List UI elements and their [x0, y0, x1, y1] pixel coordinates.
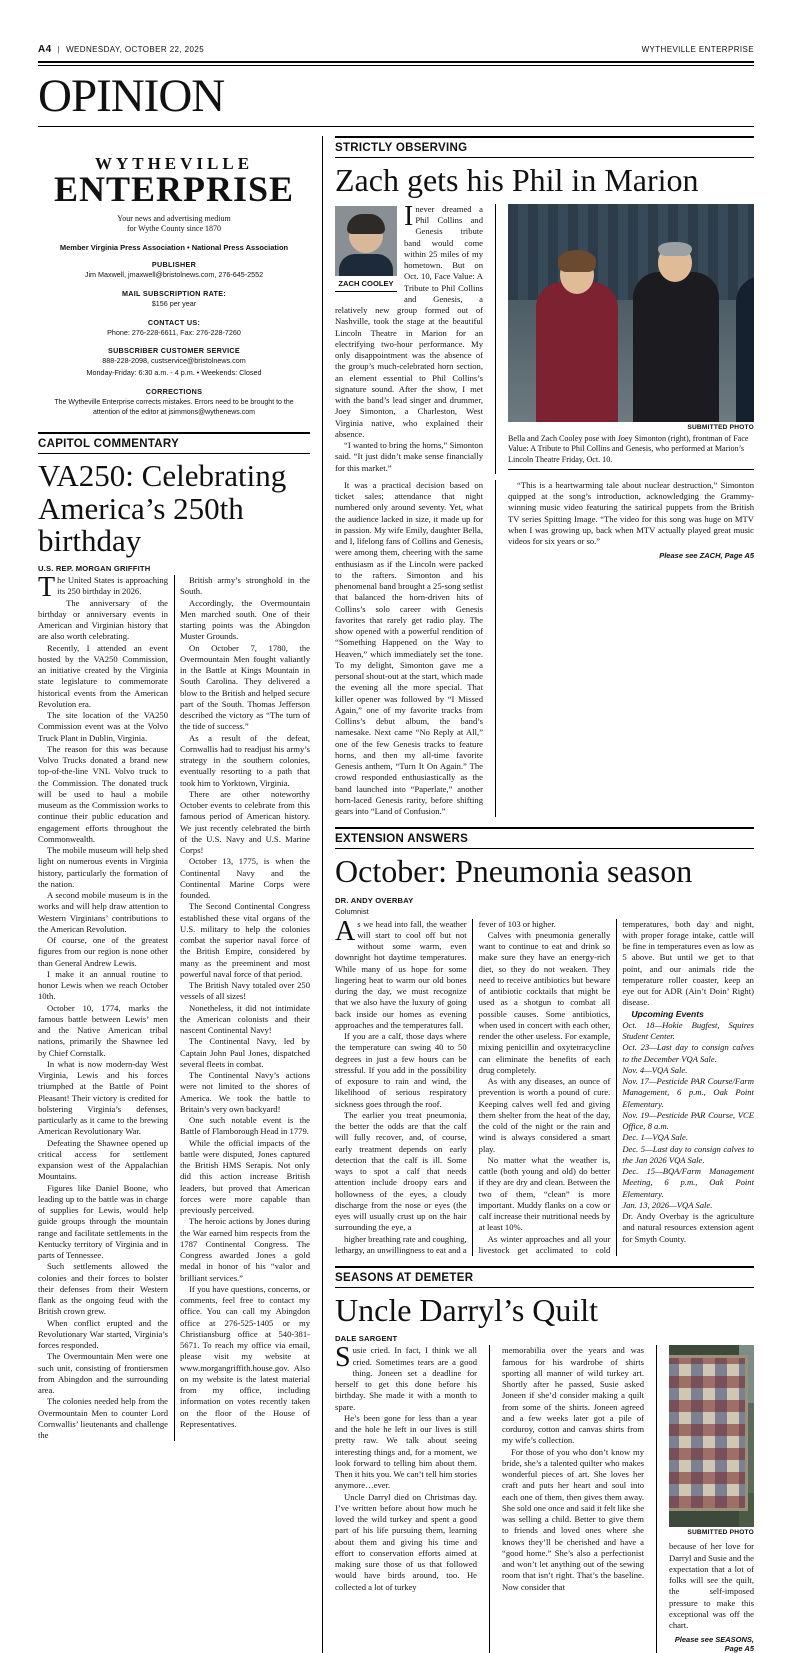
column-divider	[489, 1345, 490, 1653]
extension-event-item: Dec. 1—VQA Sale.	[622, 1132, 754, 1143]
capitol-paragraph: The Continental Navy, led by Captain John Paul Jones, dispatched several fleets in combat.	[180, 1036, 310, 1070]
extension-event-item: Nov. 19—Pesticide PAR Course, VCE Office, 8 a.m.	[622, 1110, 754, 1133]
capitol-kicker-wrap	[38, 432, 310, 454]
seasons-byline: DALE SARGENT	[335, 1334, 754, 1343]
extension-byline: DR. ANDY OVERBAY	[335, 896, 754, 905]
article-photo	[508, 204, 754, 422]
mail-rate-text: $156 per year	[44, 299, 304, 310]
column-divider	[495, 204, 496, 474]
capitol-paragraph: Accordingly, the Overmountain Men marched south. One of their starting points was the Abingdon Muster Grounds.	[180, 598, 310, 643]
capitol-paragraph: If you have questions, concerns, or comments, feel free to contact my office. You can call my Abingdon office at 276-525-1405 or my Christiansburg office at 540-381-5671. To reach my office via email, please visit my website at www.morgangriffith.house.gov. Also on my website is the latest material from my office, including information on votes recently taken on the floor of the House of Representatives.	[180, 1284, 310, 1430]
extension-byline-title: Columnist	[335, 907, 754, 916]
capitol-paragraph: The Second Continental Congress established these vital organs of the U.S. military to help the colonies combat the superior naval force of the British Empire, considered by many as the preeminent and most powerful naval force of that period.	[180, 901, 310, 980]
seasons-photo-column	[669, 1345, 754, 1653]
seasons-kicker: SEASONS AT DEMETER	[335, 1268, 754, 1287]
columnist-name: ZACH COOLEY	[335, 276, 397, 288]
capitol-paragraph: The anniversary of the birthday or anniversary events in American and Virginian history that are also worth celebrating.	[38, 598, 168, 643]
flag-word-top: WYTHEVILLE	[44, 154, 304, 174]
column-divider	[656, 1345, 657, 1653]
extension-paragraph: No matter what the weather is, cattle (both young and old) do better if they are dry and clean. Between the two of them, “clean” is more important. Muddy flanks on a cow or calf increase their nutritional needs by at least 10%.	[479, 1155, 611, 1234]
folio-rule-thick	[38, 61, 754, 63]
capitol-body	[38, 575, 310, 1441]
extension-paragraph: higher breathing rate and coughing, lethargy, an unwillingness to eat and a fever of 103 or higher.	[335, 919, 610, 1257]
capitol-paragraph: The British Navy totaled over 250 vessels of all sizes!	[180, 980, 310, 1003]
photo-credit: SUBMITTED PHOTO	[669, 1529, 754, 1536]
contact-label: CONTACT US:	[44, 318, 304, 327]
capitol-paragraph: October 13, 1775, is when the Continental Navy and the Continental Marine Corps were founded.	[180, 856, 310, 901]
capitol-paragraph: There are other noteworthy October events to celebrate from this famous period of American history. We just recently celebrated the birth of the U.S. Navy and U.S. Marine Corps!	[180, 789, 310, 857]
seasons-paragraph: Uncle Darryl died on Christmas day. I’ve written before about how much he loved the wild turkey and spent a good part of his life pursuing them, learning about them and giving his time and effort to conservation efforts aimed at making sure those of us that followed would have birds around, too. He collected a lot of turkey	[335, 1492, 477, 1593]
extension-body	[335, 919, 754, 1257]
extension-paragraph: As winter approaches and all your livestock get acclimated to cold temperatures, both day and night, with proper forage intake, cattle will be fine in temperatures even as low as 5 above. But until we get to that point, and our animals ride the temperature roller coaster, keep an eye out for ADR (Ain’t Doin’ Right) disease.	[479, 919, 754, 1257]
zach-kicker: STRICTLY OBSERVING	[335, 138, 754, 157]
right-column	[335, 136, 754, 1653]
columnist-mugshot	[335, 206, 397, 292]
top-grid	[38, 136, 754, 1653]
capitol-paragraph: The United States is approaching its 250 birthday in 2026.	[38, 575, 168, 598]
extension-event-item: Dec. 5—Last day to consign calves to the Jan 2026 VQA Sale.	[622, 1144, 754, 1167]
seasons-continued-line: Please see SEASONS, Page A5	[669, 1635, 754, 1653]
column-divider	[495, 480, 496, 818]
extension-events-heading: Upcoming Events	[622, 1009, 754, 1020]
corrections-text: The Wytheville Enterprise corrects mistakes. Errors need to be brought to the attention of the editor at jsimmons@wythenews.com	[44, 398, 304, 418]
zach-continued-line: Please see ZACH, Page A5	[508, 551, 754, 560]
zach-paragraph: “This is a heartwarming tale about nuclear destruction,” Simonton quipped at the song’s introduction, acknowledging the Grammy-winning music video featuring the satirical puppets from the British TV series Spitting Image. “The video for this song was huge on MTV when I was growing up, back when MTV actually played great music videos for six years or so.”	[508, 480, 754, 548]
capitol-paragraph: When conflict erupted and the Revolutionary War started, Virginia’s forces responded.	[38, 1318, 168, 1352]
seasons-paragraph: For those of you who don’t know my bride, she’s a talented quilter who makes wonderful pieces of art. She loves her craft and puts her heart and soul into each one of them, then gives them away. She sold one once and said it felt like she was selling a child. Better to give them to friends and loved ones where she knows they’ll be cherished and have a “good home.” She’s also a perfectionist and won’t let anything out of the sewing room that isn’t right. That’s the baseline. Now consider that	[502, 1447, 644, 1593]
column-divider	[322, 136, 323, 1653]
extension-event-item: Jan. 13, 2026—VQA Sale.	[622, 1200, 754, 1211]
article-photo	[669, 1345, 754, 1527]
capitol-paragraph: Defeating the Shawnee opened up critical access for settlement expansion west of the Appalachian Mountains.	[38, 1138, 168, 1183]
capitol-paragraph: The Continental Navy’s actions were not limited to the shores of America. We took the battle to Britain’s very own backyard!	[180, 1070, 310, 1115]
flag-word-bottom: ENTERPRISE	[44, 171, 304, 207]
capitol-paragraph: In what is now modern-day West Virginia, Lewis and his forces triumphed at the Battle of Point Pleasant! Their victory is credited for bolstering Virginia’s defenses, particularly as it came to the brewing American Revolutionary War.	[38, 1059, 168, 1138]
extension-event-item: Dec. 15—BQA/Farm Management Meeting, 6 p.m., Oak Point Elementary.	[622, 1166, 754, 1200]
extension-paragraph: The earlier you treat pneumonia, the better the odds are that the calf will fully recover, and, of course, early treatment depends on early detection that the calf is ill. Some ways to spot a calf that needs attention include droopy ears and hollowness of the eyes, a cloudy discharge from the nose or eyes (the eyes will usually crust up on the hair surrounding the eye, a	[335, 1110, 467, 1234]
folio-page-number: A4	[38, 44, 52, 55]
page-folio	[38, 44, 754, 59]
capitol-paragraph: Nonetheless, it did not intimidate the American colonists and their nascent Continental Navy!	[180, 1003, 310, 1037]
extension-kicker: EXTENSION ANSWERS	[335, 829, 754, 848]
subscriber-line-2: Monday-Friday: 6:30 a.m. - 4 p.m. • Weekends: Closed	[44, 368, 304, 379]
flag-tagline-2: for Wythe County since 1870	[44, 224, 304, 235]
capitol-headline: VA250: Celebrating America’s 250th birthday	[38, 460, 310, 557]
flag-associations: Member Virginia Press Association • National Press Association	[44, 243, 304, 252]
capitol-paragraph: October 10, 1774, marks the famous battle between Lewis’ men and the Native American tribal nations, primarily the Shawnee led by Chief Cornstalk.	[38, 1003, 168, 1059]
seasons-paragraph: He’s been gone for less than a year and the hole he left in our lives is still pretty raw. We talk about seeing interesting things and, for a moment, we look forward to telling him about them. Then it hits you. We can’t tell him stories anymore…ever.	[335, 1413, 477, 1492]
folio-paper-name: WYTHEVILLE ENTERPRISE	[642, 45, 754, 54]
zach-paragraph: It was a practical decision based on ticket sales; attendance that night numbered only around seventy. Yet, what the audience lacked in size, it made up for in passion. My wife Emily, daughter Bella, and I, lifelong fans of Collins and Genesis, were among them, cheering with the same enthusiasm as if the Lincoln were packed to the rafters. Simonton and his phenomenal band brought a 25-song setlist that balanced the horn-driven hits of Collins’s solo career with Genesis favorites that rarely get radio play. The show opened with a powerful rendition of “Something Happened on the Way to Heaven,” which immediately set the tone. To my delight, Simonton gave me a personal shout-out at the start, which made the evening all the more special. That killer opener was followed by “I Missed Again,” one of my favorite tracks from Collins’s debut album, the band’s namesake. Next came “No Reply at All,” one of the few Genesis tracks to feature horns, and then my all-time favorite Genesis anthem, “Turn It On Again.” The crowd responded enthusiastically as the band launched into “Paperlate,” another horn-laced Genesis rarity, before shifting gears into “Land of Confusion.”	[335, 480, 483, 818]
extension-paragraph: As with any diseases, an ounce of prevention is worth a pound of cure. Keeping calves well fed and giving them shelter from the heat of the day, the cold of the night or the rain and wind is always considered a smart play.	[479, 1076, 611, 1155]
folio-rule-thin	[38, 65, 754, 66]
seasons-paragraph: memorabilia over the years and was famous for his wardrobe of shirts sporting all manner of wild turkey art. Shortly after he passed, Susie asked Joneen if she’d consider making a quilt from some of the shirts. Joneen agreed and a few weeks later got a pile of corduroy, cotton and canvas shirts from my wife’s collection.	[502, 1345, 644, 1446]
extension-event-item: Nov. 17—Pesticide PAR Course/Farm Management, 6 p.m., Oak Point Elementary.	[622, 1076, 754, 1110]
extension-tagline: Dr. Andy Overbay is the agriculture and natural resources extension agent for Smyth County.	[622, 1211, 754, 1245]
section-title-rule	[38, 126, 754, 127]
capitol-byline: U.S. REP. MORGAN GRIFFITH	[38, 564, 310, 573]
zach-text-column-1	[335, 204, 483, 474]
extension-kicker-wrap	[335, 827, 754, 849]
capitol-paragraph: The colonies needed help from the Overmountain Men to counter Lord Cornwallis’ lieutenants and challenge the	[38, 1396, 168, 1441]
capitol-paragraph: One such notable event is the Battle of Flamborough Head in 1779.	[180, 1115, 310, 1138]
seasons-paragraph: because of her love for Darryl and Susie and the expectation that a lot of folks will see the quilt, the self-imposed pressure to make this exceptional was off the chart.	[669, 1541, 754, 1631]
zach-paragraph: Inever dreamed a Phil Collins and Genesis tribute band would come within 25 miles of my hometown. But on Oct. 10, Face Value: A Tribute to Phil Collins and Genesis, a relatively new group formed out of Nashville, took the stage at the beautiful Lincoln Theatre in Marion for an electrifying two-hour performance. My only disappointment was the absence of the group’s much-celebrated horn section, an element essential to Phil Collins’s signature sound. After the show, I met with the band’s lead singer and drummer, Joey Simonton, a Charleston, West Virginia native, who explained their absence.	[335, 204, 483, 440]
zach-text-column-2	[335, 480, 483, 818]
mugshot-photo	[335, 206, 397, 276]
masthead-flag-box	[38, 136, 310, 423]
capitol-paragraph: The site location of the VA250 Commission event was at the Volvo Truck Plant in Dublin, Virginia.	[38, 710, 168, 744]
extension-paragraph: If you are a calf, those days where the temperature can swing 40 to 50 degrees in just a few hours can be stressful. If you add in the possibility of exposure to rain and wind, the likelihood of serious respiratory sickness goes through the roof.	[335, 1031, 467, 1110]
seasons-kicker-wrap	[335, 1266, 754, 1288]
extension-event-item: Oct. 18—Hokie Bugfest, Squires Student Center.	[622, 1020, 754, 1043]
capitol-paragraph: Recently, I attended an event hosted by the VA250 Commission, an initiative created by the Virginia state legislature to commemorate historical events from the American Revolution era.	[38, 643, 168, 711]
extension-headline: October: Pneumonia season	[335, 855, 754, 888]
photo-credit: SUBMITTED PHOTO	[508, 424, 754, 431]
capitol-paragraph: Figures like Daniel Boone, who leading up to the battle was in charge of supplies for Lewis, would help guide groups through the mountain range and facilitate settlements in the Kentucky territory of Virginia and in parts of Tennessee.	[38, 1183, 168, 1262]
capitol-paragraph: While the official impacts of the battle were disputed, Jones captured the British HMS Serapis. Not only did this action increase British leaders, but proved that American forces were more capable than previously perceived.	[180, 1138, 310, 1217]
zach-headline: Zach gets his Phil in Marion	[335, 164, 754, 197]
capitol-paragraph: Such settlements allowed the colonies and their forces to bolster their defenses from their Western flank as the ongoing feud with the British crown grew.	[38, 1261, 168, 1317]
zach-text-column-3	[508, 480, 754, 818]
corrections-label: CORRECTIONS	[44, 387, 304, 396]
flag-tagline-1: Your news and advertising medium	[44, 214, 304, 225]
publisher-text: Jim Maxwell, jmaxwell@bristolnews.com, 276-645-2552	[44, 270, 304, 281]
capitol-paragraph: The mobile museum will help shed light on numerous events in Virginia history, particularly the formation of the nation.	[38, 845, 168, 890]
extension-paragraph: As we head into fall, the weather will start to cool off but not without some warm, even downright hot daytime temperatures. While many of us hope for some lingering heat to warm our old bones during the day, we must recognize that we also have the luxury of going back inside our homes as evening approaches and the temperatures fall.	[335, 919, 467, 1032]
capitol-paragraph: The Overmountain Men were one such unit, consisting of frontiersmen from Abingdon and the surrounding area.	[38, 1351, 168, 1396]
seasons-text-column-2	[502, 1345, 644, 1653]
capitol-paragraph: A second mobile museum is in the works and will help draw attention to Western Virginians’ contributions to the American Revolution.	[38, 890, 168, 935]
seasons-headline: Uncle Darryl’s Quilt	[335, 1294, 754, 1327]
seasons-paragraph: Susie cried. In fact, I think we all cried. Sometimes tears are a good thing. Joneen set a deadline for herself to get this done before his birthday. She made it with a month to spare.	[335, 1345, 477, 1413]
capitol-paragraph: I make it an annual routine to honor Lewis when we reach October 10th.	[38, 969, 168, 1003]
zach-paragraph: “I wanted to bring the horns,” Simonton said. “It just didn’t make sense financially for this market.”	[335, 440, 483, 474]
extension-event-item: Oct. 23—Last day to consign calves to the December VQA Sale.	[622, 1042, 754, 1065]
zach-photo-block	[508, 204, 754, 474]
capitol-paragraph: Of course, one of the greatest figures from our region is none other than General Andrew Lewis.	[38, 935, 168, 969]
zach-kicker-wrap	[335, 136, 754, 158]
section-title: OPINION	[38, 73, 754, 120]
capitol-paragraph: British army’s stronghold in the South.	[180, 575, 310, 598]
contact-text: Phone: 276-228-6611, Fax: 276-228-7260	[44, 328, 304, 339]
left-column	[38, 136, 310, 1653]
mail-rate-label: MAIL SUBSCRIPTION RATE:	[44, 289, 304, 298]
subscriber-label: SUBSCRIBER CUSTOMER SERVICE	[44, 346, 304, 355]
folio-date: WEDNESDAY, OCTOBER 22, 2025	[66, 45, 204, 54]
seasons-text-column-1	[335, 1345, 477, 1653]
capitol-paragraph: The reason for this was because Volvo Trucks donated a brand new top-of-the-line VNL Volvo truck to the Commission. The donated truck will be used to haul a mobile museum as the Commission works to continue their public education and engagement efforts throughout the Commonwealth.	[38, 744, 168, 845]
capitol-paragraph: On October 7, 1780, the Overmountain Men fought valiantly in the Battle at Kings Mountain in South Carolina. They delivered a blow to the British and helped secure part of the South. Thomas Jefferson described the victory as “The turn of the tide of success.”	[180, 643, 310, 733]
capitol-paragraph: The heroic actions by Jones during the War earned him respects from the 1787 Continental Congress. The Congress awarded Jones a gold medal in honor of his “valor and brilliant services.”	[180, 1216, 310, 1284]
subscriber-line-1: 888-228-2098, custservice@bristolnews.com	[44, 356, 304, 367]
folio-separator: |	[58, 45, 60, 54]
capitol-kicker: CAPITOL COMMENTARY	[38, 434, 310, 453]
extension-paragraph: Calves with pneumonia generally want to continue to eat and drink so make sure they have an energy-rich diet, so they do not weaken. They need to receive antibiotics but beware of antibiotic cocktails that might be used as a shotgun to combat all possible causes. Some antibiotics, when used in concert with each other, render the other useless. For example, mixing penicillin and oxytetracycline can eliminate the benefits of each drug completely.	[479, 930, 611, 1076]
photo-caption: Bella and Zach Cooley pose with Joey Simonton (right), frontman of Face Value: A Tribute to Phil Collins and Genesis, who performed at Marion’s Lincoln Theatre Friday, Oct. 10.	[508, 434, 754, 466]
capitol-paragraph: As a result of the defeat, Cornwallis had to readjust his army’s strategy in the southern colonies, eventually resorting to a path that took him to Yorktown, Virginia.	[180, 733, 310, 789]
publisher-label: PUBLISHER	[44, 260, 304, 269]
extension-event-item: Nov. 4—VQA Sale.	[622, 1065, 754, 1076]
